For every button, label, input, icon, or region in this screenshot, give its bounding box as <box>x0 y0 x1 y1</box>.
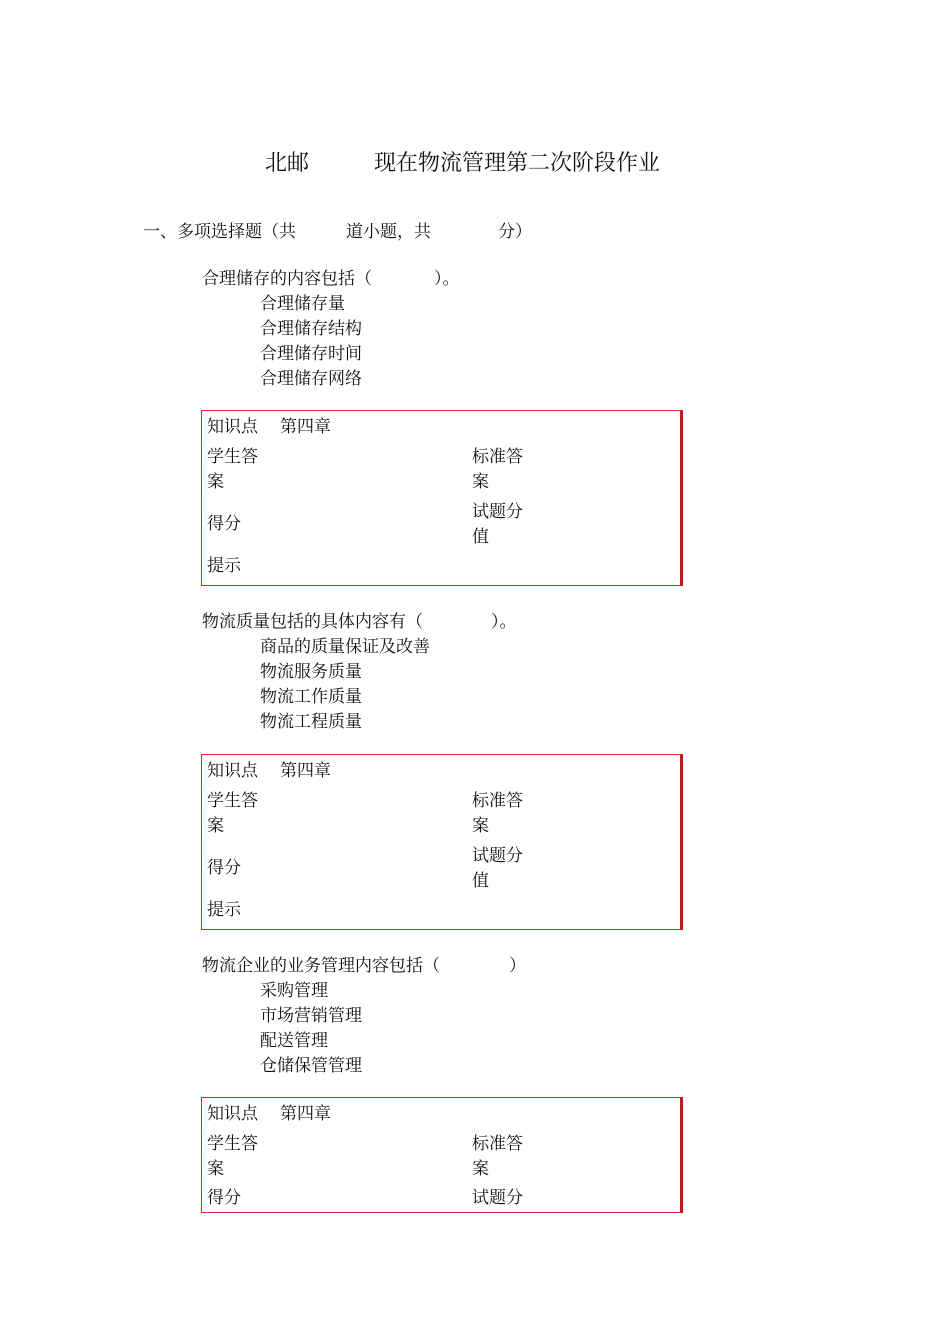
option-b[interactable]: 市场营销管理 <box>260 1006 362 1026</box>
title-course: 现在物流管理第二次阶段作业 <box>374 151 661 176</box>
question-stem-end: ）。 <box>491 612 517 632</box>
option-d[interactable]: 仓储保管管理 <box>260 1056 362 1076</box>
value-label-cont: 值 <box>472 871 489 891</box>
value-label-cont: 值 <box>472 527 489 547</box>
student-answer-label-cont: 案 <box>207 1159 224 1179</box>
score-label: 得分 <box>207 858 241 878</box>
answer-box-2 <box>201 754 683 930</box>
option-b[interactable]: 物流服务质量 <box>260 662 362 682</box>
knowledge-chapter: 第四章 <box>280 1104 331 1124</box>
question-stem: 物流质量包括的具体内容有（ <box>202 612 423 632</box>
knowledge-label: 知识点 <box>207 417 258 437</box>
section-heading-part1: 一、多项选择题（共 <box>143 222 296 242</box>
student-answer-label-cont: 案 <box>207 816 224 836</box>
value-label: 试题分 <box>472 502 523 522</box>
student-answer-label: 学生答 <box>207 1134 258 1154</box>
standard-answer-label-cont: 案 <box>472 1159 489 1179</box>
value-label: 试题分 <box>472 1188 523 1208</box>
option-d[interactable]: 物流工程质量 <box>260 712 362 732</box>
answer-box-1 <box>201 410 683 586</box>
hint-label: 提示 <box>207 556 241 576</box>
option-c[interactable]: 物流工作质量 <box>260 687 362 707</box>
standard-answer-label: 标准答 <box>472 447 523 467</box>
title-school: 北邮 <box>265 151 310 176</box>
knowledge-label: 知识点 <box>207 1104 258 1124</box>
knowledge-chapter: 第四章 <box>280 761 331 781</box>
section-heading-part2: 道小题，共 <box>346 222 431 242</box>
hint-label: 提示 <box>207 900 241 920</box>
option-d[interactable]: 合理储存网络 <box>260 369 362 389</box>
question-stem-end: ）。 <box>434 269 460 289</box>
answer-box-3 <box>201 1097 683 1213</box>
question-stem: 物流企业的业务管理内容包括（ <box>202 956 440 976</box>
score-label: 得分 <box>207 1188 241 1208</box>
student-answer-label-cont: 案 <box>207 472 224 492</box>
student-answer-label: 学生答 <box>207 447 258 467</box>
score-label: 得分 <box>207 514 241 534</box>
question-stem-end: ） <box>509 956 526 976</box>
value-label: 试题分 <box>472 846 523 866</box>
standard-answer-label-cont: 案 <box>472 472 489 492</box>
option-a[interactable]: 合理储存量 <box>260 294 345 314</box>
standard-answer-label: 标准答 <box>472 791 523 811</box>
knowledge-label: 知识点 <box>207 761 258 781</box>
knowledge-chapter: 第四章 <box>280 417 331 437</box>
section-heading-part3: 分） <box>498 222 532 242</box>
student-answer-label: 学生答 <box>207 791 258 811</box>
standard-answer-label-cont: 案 <box>472 816 489 836</box>
option-b[interactable]: 合理储存结构 <box>260 319 362 339</box>
option-c[interactable]: 合理储存时间 <box>260 344 362 364</box>
option-a[interactable]: 商品的质量保证及改善 <box>260 637 430 657</box>
question-stem: 合理储存的内容包括（ <box>202 269 372 289</box>
option-a[interactable]: 采购管理 <box>260 981 328 1001</box>
option-c[interactable]: 配送管理 <box>260 1031 328 1051</box>
standard-answer-label: 标准答 <box>472 1134 523 1154</box>
